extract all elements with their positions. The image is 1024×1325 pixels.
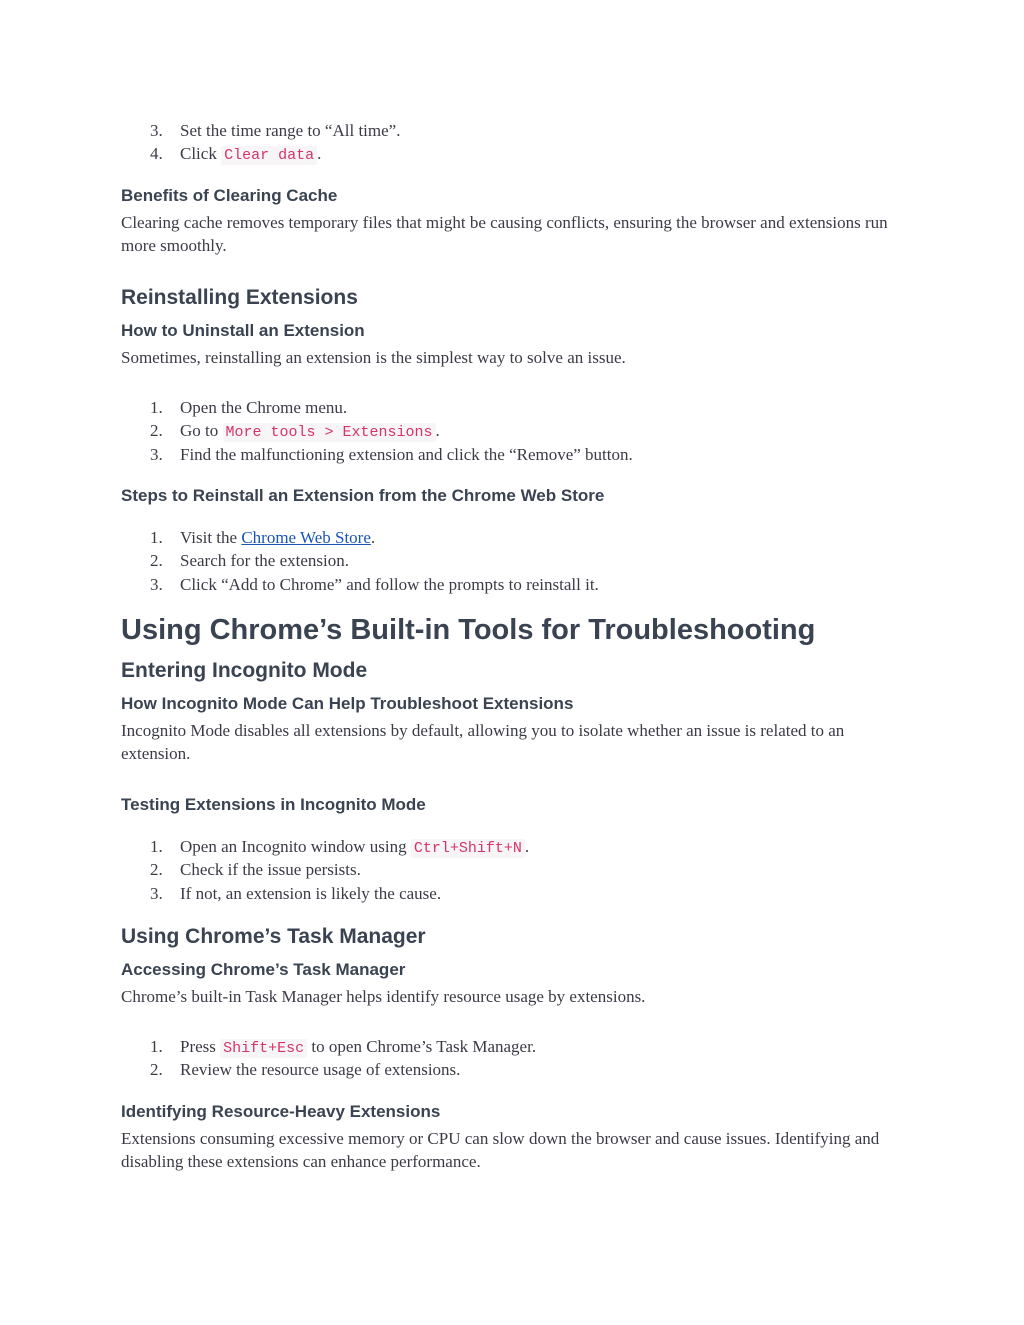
list-number: 3. [150, 574, 163, 594]
resource-heavy-heading: Identifying Resource-Heavy Extensions [121, 1102, 441, 1121]
benefits-body: Clearing cache removes temporary files that might be causing conflicts, ensuring the browser and extensions run more smoothly. [121, 213, 888, 255]
list-item-text: Go to [180, 421, 223, 441]
list-item [121, 526, 906, 549]
chrome-web-store-link[interactable]: Chrome Web Store [241, 528, 371, 547]
list-item-text: Check if the issue persists. [180, 860, 361, 880]
list-item [121, 835, 906, 858]
list-item-text: Search for the extension. [180, 551, 349, 571]
testing-steps-list [121, 835, 906, 905]
list-item [121, 396, 906, 419]
tools-heading: Using Chrome’s Built-in Tools for Troubleshooting [121, 614, 816, 646]
resource-heavy-body: Extensions consuming excessive memory or CPU can slow down the browser and cause issues. Identifying and disabling these extensions can enhance performance. [121, 1129, 880, 1171]
list-item [121, 549, 906, 572]
list-item [121, 1058, 906, 1081]
list-item [121, 1035, 906, 1058]
incognito-subheading: How Incognito Mode Can Help Troubleshoot Extensions [121, 694, 574, 713]
uninstall-body: Sometimes, reinstalling an extension is the simplest way to solve an issue. [121, 348, 626, 367]
access-task-manager-heading: Accessing Chrome’s Task Manager [121, 960, 406, 979]
list-item-text: Open the Chrome menu. [180, 398, 348, 417]
list-item-text: Set the time range to “All time”. [180, 121, 401, 140]
incognito-heading: Entering Incognito Mode [121, 659, 368, 682]
list-item-text: to open Chrome’s Task Manager. [307, 1037, 537, 1056]
list-item-text: . [317, 144, 322, 164]
list-number: 2. [150, 1060, 163, 1080]
reinstalling-heading: Reinstalling Extensions [121, 286, 358, 309]
list-item-text: . [435, 421, 440, 441]
testing-heading: Testing Extensions in Incognito Mode [121, 795, 426, 814]
inline-code: Clear data [221, 146, 317, 165]
list-item [121, 419, 906, 442]
access-task-manager-body: Chrome’s built-in Task Manager helps identify resource usage by extensions. [121, 987, 646, 1006]
list-number: 3. [150, 121, 163, 140]
list-number: 2. [150, 551, 163, 571]
inline-code: Shift+Esc [220, 1039, 307, 1058]
reinstall-heading: Steps to Reinstall an Extension from the Chrome Web Store [121, 486, 605, 505]
list-item-text: Click “Add to Chrome” and follow the prompts to reinstall it. [180, 574, 599, 594]
list-item [121, 573, 906, 596]
inline-code: More tools > Extensions [223, 423, 436, 442]
list-number: 1. [150, 837, 163, 856]
list-number: 2. [150, 421, 163, 441]
list-item-text: Review the resource usage of extensions. [180, 1060, 461, 1080]
incognito-body: Incognito Mode disables all extensions by default, allowing you to isolate whether an issue is related to an extension. [121, 721, 845, 763]
list-item-text: Visit the [180, 528, 242, 547]
list-number: 3. [150, 883, 163, 903]
benefits-heading: Benefits of Clearing Cache [121, 186, 338, 205]
clear-cache-steps-list [121, 119, 906, 166]
list-item-text: Find the malfunctioning extension and click the “Remove” button. [180, 444, 633, 464]
list-item-text: Click [180, 144, 222, 164]
list-number: 4. [150, 144, 163, 164]
list-item-text: If not, an extension is likely the cause. [180, 883, 442, 903]
reinstall-steps-list [121, 526, 906, 596]
task-manager-heading: Using Chrome’s Task Manager [121, 925, 426, 948]
list-item [121, 119, 906, 142]
list-item [121, 858, 906, 881]
task-manager-steps-list [121, 1035, 906, 1082]
list-number: 2. [150, 860, 163, 880]
list-item-text: . [370, 528, 376, 547]
list-item-text: . [524, 837, 530, 856]
uninstall-steps-list [121, 396, 906, 466]
list-item [121, 882, 906, 905]
inline-code: Ctrl+Shift+N [411, 839, 525, 858]
list-item-text: Press [180, 1037, 221, 1056]
uninstall-heading: How to Uninstall an Extension [121, 321, 365, 340]
list-item [121, 142, 906, 165]
list-number: 1. [150, 398, 163, 417]
list-number: 1. [150, 1037, 163, 1056]
list-item [121, 443, 906, 466]
list-number: 3. [150, 444, 163, 464]
list-item-text: Open an Incognito window using [180, 837, 411, 856]
list-number: 1. [150, 528, 163, 547]
